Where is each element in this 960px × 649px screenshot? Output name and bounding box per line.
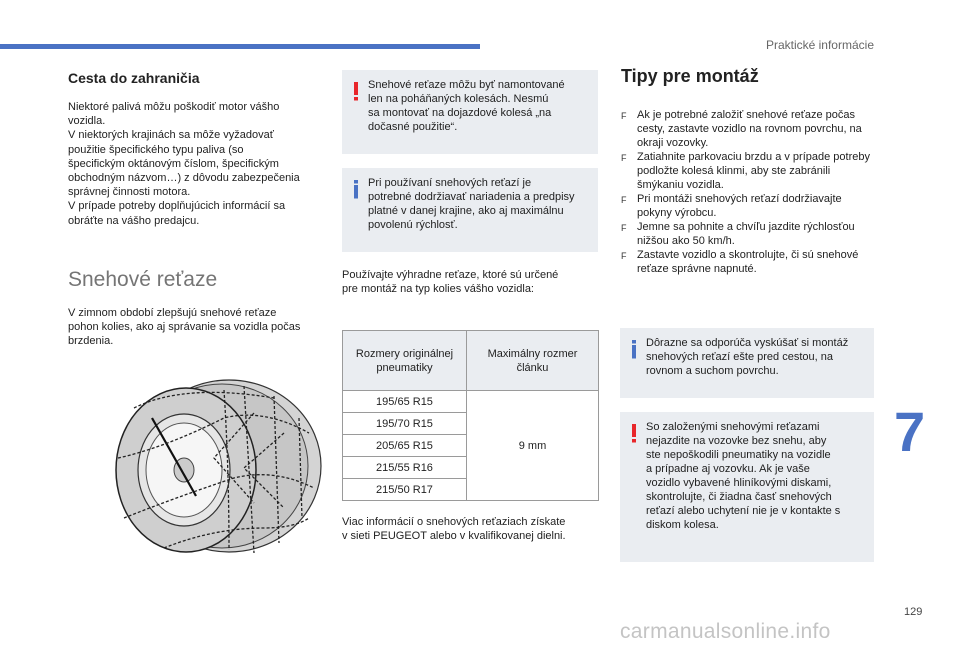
tip-text: Zatiahnite parkovaciu brzdu a v prípade potreby podložte kolesá klinmi, aby ste zabránili šmýkaniu vozidla. [637, 151, 870, 191]
table-cell-size: 215/50 R17 [343, 479, 467, 501]
watermark: carmanualsonline.info [620, 620, 831, 643]
abroad-section [68, 70, 328, 228]
list-item [621, 220, 871, 248]
list-item [621, 192, 871, 220]
warning-text-driven-wheels: Snehové reťaze môžu byť namontované len na poháňaných kolesách. Nesmú sa montovať na dojazdové kolesá „na dočasné použitie“. [368, 79, 565, 133]
use-chains-text: Používajte výhradne reťaze, ktoré sú určené pre montáž na typ kolies vášho vozidla: [342, 269, 559, 295]
table-cell-size: 195/65 R15 [343, 391, 467, 413]
info-text-practice: Dôrazne sa odporúča vyskúšať si montáž snehových reťazí ešte pred cestou, na rovnom a suchom povrchu. [646, 337, 849, 377]
page-number: 129 [904, 606, 923, 618]
table-cell-size: 195/70 R15 [343, 413, 467, 435]
tip-text: Ak je potrebné založiť snehové reťaze počas cesty, zastavte vozidlo na rovnom povrchu, na okraji vozovky. [637, 109, 862, 149]
chapter-number: 7 [894, 400, 926, 463]
bullet-marker: F [621, 223, 627, 233]
list-item [621, 248, 871, 276]
table-cell-size: 205/65 R15 [343, 435, 467, 457]
warning-box-no-snow [620, 412, 874, 562]
table-header-tyre-size: Rozmery originálnej pneumatiky [343, 331, 467, 391]
more-info-text: Viac informácií o snehových reťaziach získate v sieti PEUGEOT alebo v kvalifikovanej dielni. [342, 516, 566, 542]
chains-text: V zimnom období zlepšujú snehové reťaze pohon kolies, ako aj správanie sa vozidla počas brzdenia. [68, 307, 301, 348]
info-icon [628, 339, 640, 359]
info-box-regulations [342, 168, 598, 252]
section-label: Praktické informácie [765, 38, 874, 52]
bullet-marker: F [621, 111, 627, 121]
chain-size-table [342, 330, 599, 501]
header-accent-bar [0, 44, 480, 49]
tip-text: Pri montáži snehových reťazí dodržiavajte pokyny výrobcu. [637, 193, 842, 219]
info-box-practice [620, 328, 874, 398]
bullet-marker: F [621, 251, 627, 261]
info-text-regulations: Pri používaní snehových reťazí je potrebné dodržiavať nariadenia a predpisy platné v danej krajine, ako aj maximálnu povolenú rýchlosť. [368, 177, 575, 231]
tips-list [621, 108, 871, 276]
info-icon [350, 179, 362, 199]
warning-box-driven-wheels [342, 70, 598, 154]
warning-text-no-snow: So založenými snehovými reťazami nejazdite na vozovke bez snehu, aby ste nepoškodili pneumatiky na vozidle a prípadne aj vozovku. Ak je vaše vozidlo vybavené hliníkovými diskami, skontrolujte, či žiadna časť snehových reťazí alebo uchytení nie je v kontakte s diskom kolesa. [646, 421, 841, 531]
list-item [621, 150, 871, 192]
table-cell-size: 215/55 R16 [343, 457, 467, 479]
warning-exclamation-icon [350, 81, 362, 101]
snow-chain-wheel-illustration [104, 378, 324, 558]
table-cell-max-link: 9 mm [467, 391, 599, 501]
warning-exclamation-icon [628, 423, 640, 443]
tips-heading: Tipy pre montáž [621, 66, 759, 86]
table-header-max-link: Maximálny rozmer článku [467, 331, 599, 391]
list-item [621, 108, 871, 150]
table-header-row [343, 331, 599, 391]
table-row [343, 391, 599, 413]
tip-text: Zastavte vozidlo a skontrolujte, či sú snehové reťaze správne napnuté. [637, 249, 859, 275]
abroad-text: Niektoré palivá môžu poškodiť motor vášho vozidla. V niektorých krajinách sa môže vyžadovať použitie špecifického typu paliva (so špecifickým oktánovým číslom, špecifickým obchodným názvom…) z dôvodu zabezpečenia správnej činnosti motora. V prípade potreby doplňujúcich informácií sa obráťte na vášho predajcu. [68, 101, 300, 227]
chains-heading: Snehové reťaze [68, 268, 218, 291]
bullet-marker: F [621, 153, 627, 163]
bullet-marker: F [621, 195, 627, 205]
tip-text: Jemne sa pohnite a chvíľu jazdite rýchlosťou nižšou ako 50 km/h. [637, 221, 855, 247]
abroad-heading: Cesta do zahraničia [68, 70, 200, 86]
